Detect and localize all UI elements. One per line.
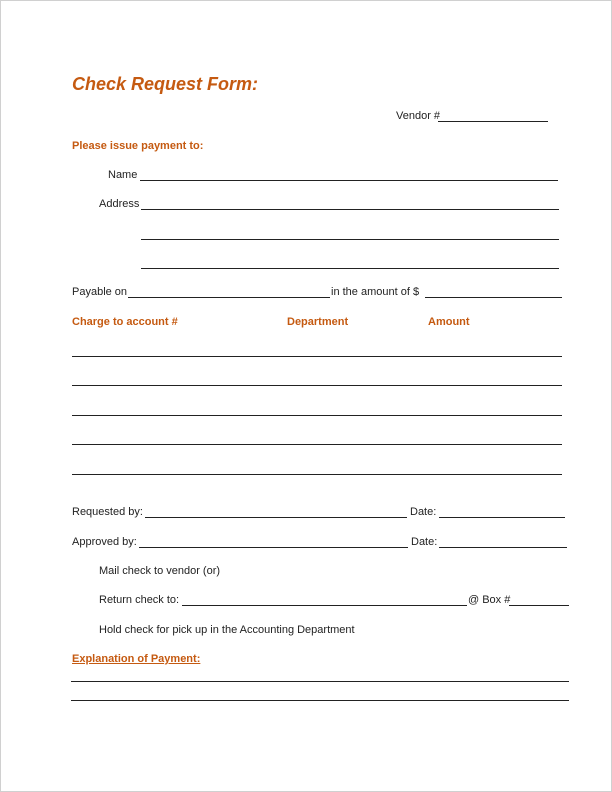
requested-date-label: Date: xyxy=(410,506,437,518)
requested-date-field[interactable] xyxy=(439,505,565,518)
payable-on-field[interactable] xyxy=(128,285,330,298)
explanation-line-2[interactable] xyxy=(71,688,569,701)
charge-account-header: Charge to account # xyxy=(72,316,178,328)
payable-on-label: Payable on xyxy=(72,286,128,298)
box-number-field[interactable] xyxy=(509,593,569,606)
charge-row-2[interactable] xyxy=(72,373,562,386)
requested-by-label: Requested by: xyxy=(72,506,143,518)
name-field[interactable] xyxy=(140,168,558,181)
mail-check-option[interactable]: Mail check to vendor (or) xyxy=(99,565,221,577)
explanation-heading: Explanation of Payment: xyxy=(72,653,201,665)
form-title: Check Request Form: xyxy=(72,74,259,94)
approved-date-field[interactable] xyxy=(439,535,567,548)
return-check-field[interactable] xyxy=(182,593,467,606)
charge-row-4[interactable] xyxy=(72,432,562,445)
vendor-label: Vendor # xyxy=(396,110,441,122)
issue-payment-heading: Please issue payment to: xyxy=(72,140,204,152)
return-check-option[interactable]: Return check to: xyxy=(99,594,180,606)
address-field-2[interactable] xyxy=(141,227,559,240)
name-label: Name xyxy=(108,169,138,181)
address-field-3[interactable] xyxy=(141,256,559,269)
hold-check-option[interactable]: Hold check for pick up in the Accounting Department xyxy=(99,624,355,636)
box-label: @ Box # xyxy=(468,594,511,606)
amount-label: in the amount of $ xyxy=(331,286,420,298)
address-field-1[interactable] xyxy=(141,197,559,210)
amount-header: Amount xyxy=(428,316,470,328)
charge-row-3[interactable] xyxy=(72,403,562,416)
department-header: Department xyxy=(287,316,349,328)
address-label: Address xyxy=(99,198,140,210)
requested-by-field[interactable] xyxy=(145,505,407,518)
amount-field[interactable] xyxy=(425,285,562,298)
charge-row-1[interactable] xyxy=(72,344,562,357)
vendor-number-field[interactable] xyxy=(438,109,548,122)
approved-by-label: Approved by: xyxy=(72,536,137,548)
approved-by-field[interactable] xyxy=(139,535,408,548)
explanation-line-1[interactable] xyxy=(71,669,569,682)
approved-date-label: Date: xyxy=(411,536,438,548)
charge-row-5[interactable] xyxy=(72,462,562,475)
